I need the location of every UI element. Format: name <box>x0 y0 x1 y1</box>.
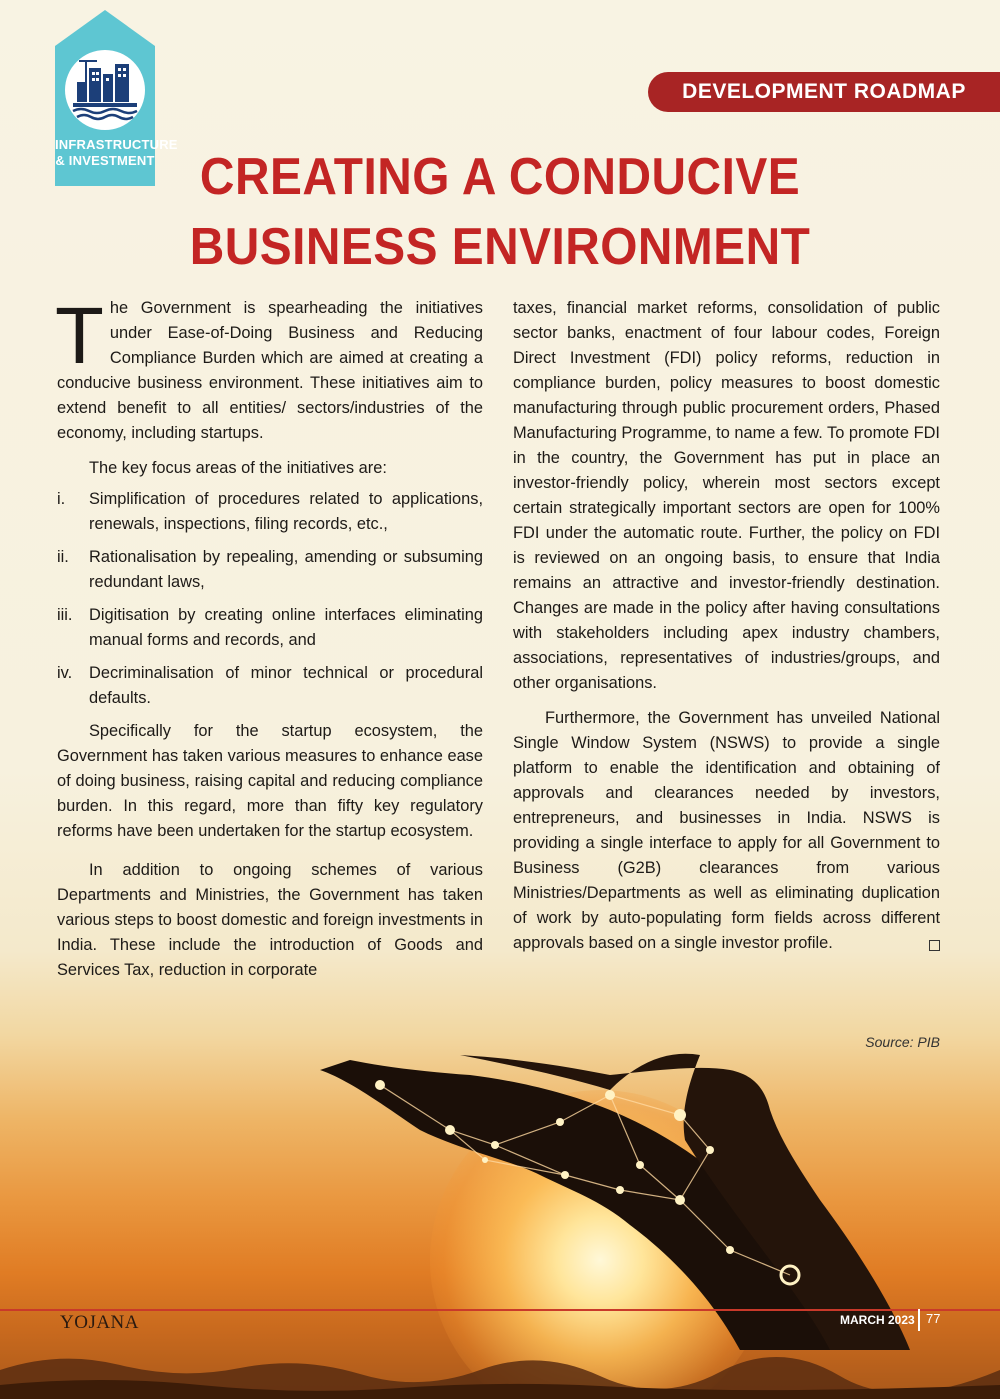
footer-rule <box>0 1309 1000 1311</box>
page-separator <box>918 1309 920 1331</box>
left-column <box>55 291 483 983</box>
list-text: Rationalisation by repealing, amending or subsuming redundant laws, <box>89 548 483 591</box>
nsws-text: Furthermore, the Government has unveiled National Single Window System (NSWS) to provide a single platform to enable the identification and obtaining of approvals and clearances needed by investors, entrepreneurs, and businesses in India. NSWS is providing a single interface to apply for all Government to Business (G2B) clearances from various Ministries/Departments as well as eliminating duplication of work by auto-populating form fields across different approvals based on a single investor profile. <box>513 709 940 952</box>
list-item <box>57 661 483 711</box>
list-number: i. <box>57 490 66 508</box>
section-badge <box>55 10 178 186</box>
focus-intro: The key focus areas of the initiatives are: <box>89 459 387 477</box>
right-column <box>513 296 940 956</box>
list-item <box>57 487 483 537</box>
title-line-2: BUSINESS ENVIRONMENT <box>189 218 811 276</box>
list-text: Simplification of procedures related to applications, renewals, inspections, filing records, etc., <box>89 490 483 533</box>
drop-cap: T <box>55 291 104 380</box>
list-text: Digitisation by creating online interfaces eliminating manual forms and records, and <box>89 606 483 649</box>
list-number: iv. <box>57 664 73 682</box>
intro-paragraph <box>55 291 483 446</box>
article-title <box>178 142 822 282</box>
list-number: iii. <box>57 606 73 624</box>
page-number: 77 <box>926 1311 941 1326</box>
horizon-silhouette <box>0 1330 1000 1399</box>
list-number: ii. <box>57 548 69 566</box>
source-credit: Source: PIB <box>865 1034 940 1050</box>
continued-paragraph: taxes, financial market reforms, consolidation of public sector banks, enactment of four labour codes, Foreign Direct Investment (FDI) policy reforms, reduction in compliance burden, policy measures to boost domestic manufacturing through public procurement orders, Phased Manufacturing Programme, to name a few. To promote FDI in the country, the Government has put in place an investor-friendly policy, wherein most sectors except certain strategically important sectors are open for 100% FDI under the automatic route. Further, the policy on FDI is reviewed on an ongoing basis, to ensure that India remains an attractive and investor-friendly destination. Changes are made in the policy after having consultations with stakeholders including apex industry chambers, associations, representatives of industries/groups, and other organisations. <box>513 299 940 692</box>
issue-date: MARCH 2023 <box>840 1313 915 1327</box>
section-tag: DEVELOPMENT ROADMAP <box>648 72 1000 112</box>
schemes-paragraph: In addition to ongoing schemes of various Departments and Ministries, the Government has taken various steps to boost domestic and foreign investments in India. These include the introduction of Goods and Services Tax, reduction in corporate <box>57 861 483 979</box>
hands-network-illustration <box>310 1050 1000 1350</box>
badge-label: INFRASTRUCTURE & INVESTMENT <box>55 137 178 168</box>
focus-areas-list <box>57 487 483 711</box>
nsws-paragraph <box>513 706 940 956</box>
intro-text: he Government is spearheading the initiatives under Ease-of-Doing Business and Reducing Compliance Burden which are aimed at creating a conducive business environment. These initiatives aim to extend benefit to all entities/ sectors/industries of the economy, including startups. <box>57 299 483 442</box>
list-text: Decriminalisation of minor technical or procedural defaults. <box>89 664 483 707</box>
magazine-name: YOJANA <box>60 1312 139 1333</box>
list-item <box>57 603 483 653</box>
list-item <box>57 545 483 595</box>
title-line-1: CREATING A CONDUCIVE <box>199 148 801 206</box>
end-mark-icon <box>929 940 940 951</box>
startup-paragraph: Specifically for the startup ecosystem, the Government has taken various measures to enhance ease of doing business, raising capital and reducing compliance burden. In this regard, more than fifty key regulatory reforms have been undertaken for the startup ecosystem. <box>57 722 483 840</box>
